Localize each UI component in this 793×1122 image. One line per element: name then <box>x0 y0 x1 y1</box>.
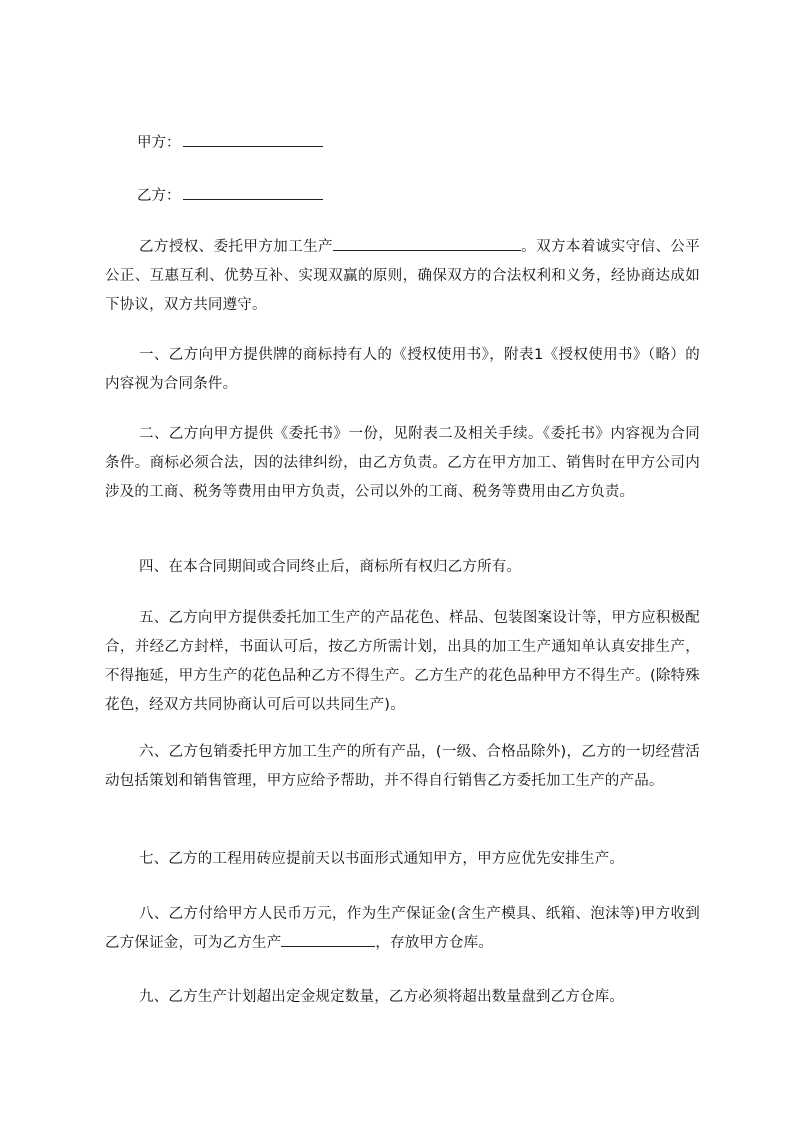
clause-7: 七、乙方的工程用砖应提前天以书面形式通知甲方，甲方应优先安排生产。 <box>139 851 625 867</box>
clause-8-text-2: ，存放甲方仓库。 <box>375 935 494 951</box>
clause-9: 九、乙方生产计划超出定金规定数量，乙方必须将超出数量盘到乙方仓库。 <box>139 989 625 1005</box>
clause-4: 四、在本合同期间或合同终止后，商标所有权归乙方所有。 <box>139 559 522 575</box>
party-a-line <box>137 132 323 153</box>
party-a-label: 甲方： <box>137 135 181 151</box>
product-blank[interactable] <box>333 236 521 251</box>
intro-text-1: 乙方授权、委托甲方加工生产 <box>139 239 333 255</box>
intro-text-2: 。双方本着诚实守信、公平公正、互惠互利、优势互补、实现双赢的原则，确保双方的合法权利和义务，经协商达成如下协议，双方共同遵守。 <box>105 239 700 313</box>
party-b-label: 乙方： <box>137 188 181 204</box>
clause-1: 一、乙方向甲方提供牌的商标持有人的《授权使用书》，附表1《授权使用书》（略）的内容视为合同条件。 <box>105 347 700 392</box>
clause-5: 五、乙方向甲方提供委托加工生产的产品花色、样品、包装图案设计等，甲方应积极配合，并经乙方封样，书面认可后，按乙方所需计划，出具的加工生产通知单认真安排生产，不得拖延，甲方生产的花色品种乙方不得生产。乙方生产的花色品种甲方不得生产。(除特殊花色，经双方共同协商认可后可以共同生产)。 <box>105 610 700 713</box>
clause-2: 二、乙方向甲方提供《委托书》一份，见附表二及相关手续。《委托书》内容视为合同条件。商标必须合法，因的法律纠纷，由乙方负责。乙方在甲方加工、销售时在甲方公司内涉及的工商、税务等费用由甲方负责，公司以外的工商、税务等费用由乙方负责。 <box>105 426 700 500</box>
quantity-blank[interactable] <box>281 932 375 947</box>
party-a-blank[interactable] <box>183 132 323 147</box>
party-b-line <box>137 185 323 206</box>
clause-8-text-1: 八、乙方付给甲方人民币万元，作为生产保证金(含生产模具、纸箱、泡沫等)甲方收到乙方保证金，可为乙方生产 <box>105 906 700 951</box>
clause-8 <box>105 900 700 958</box>
intro-paragraph <box>105 233 700 320</box>
clause-6: 六、乙方包销委托甲方加工生产的所有产品，(一级、合格品除外)，乙方的一切经营活动包括策划和销售管理，甲方应给予帮助，并不得自行销售乙方委托加工生产的产品。 <box>105 744 700 789</box>
party-b-blank[interactable] <box>183 185 323 200</box>
